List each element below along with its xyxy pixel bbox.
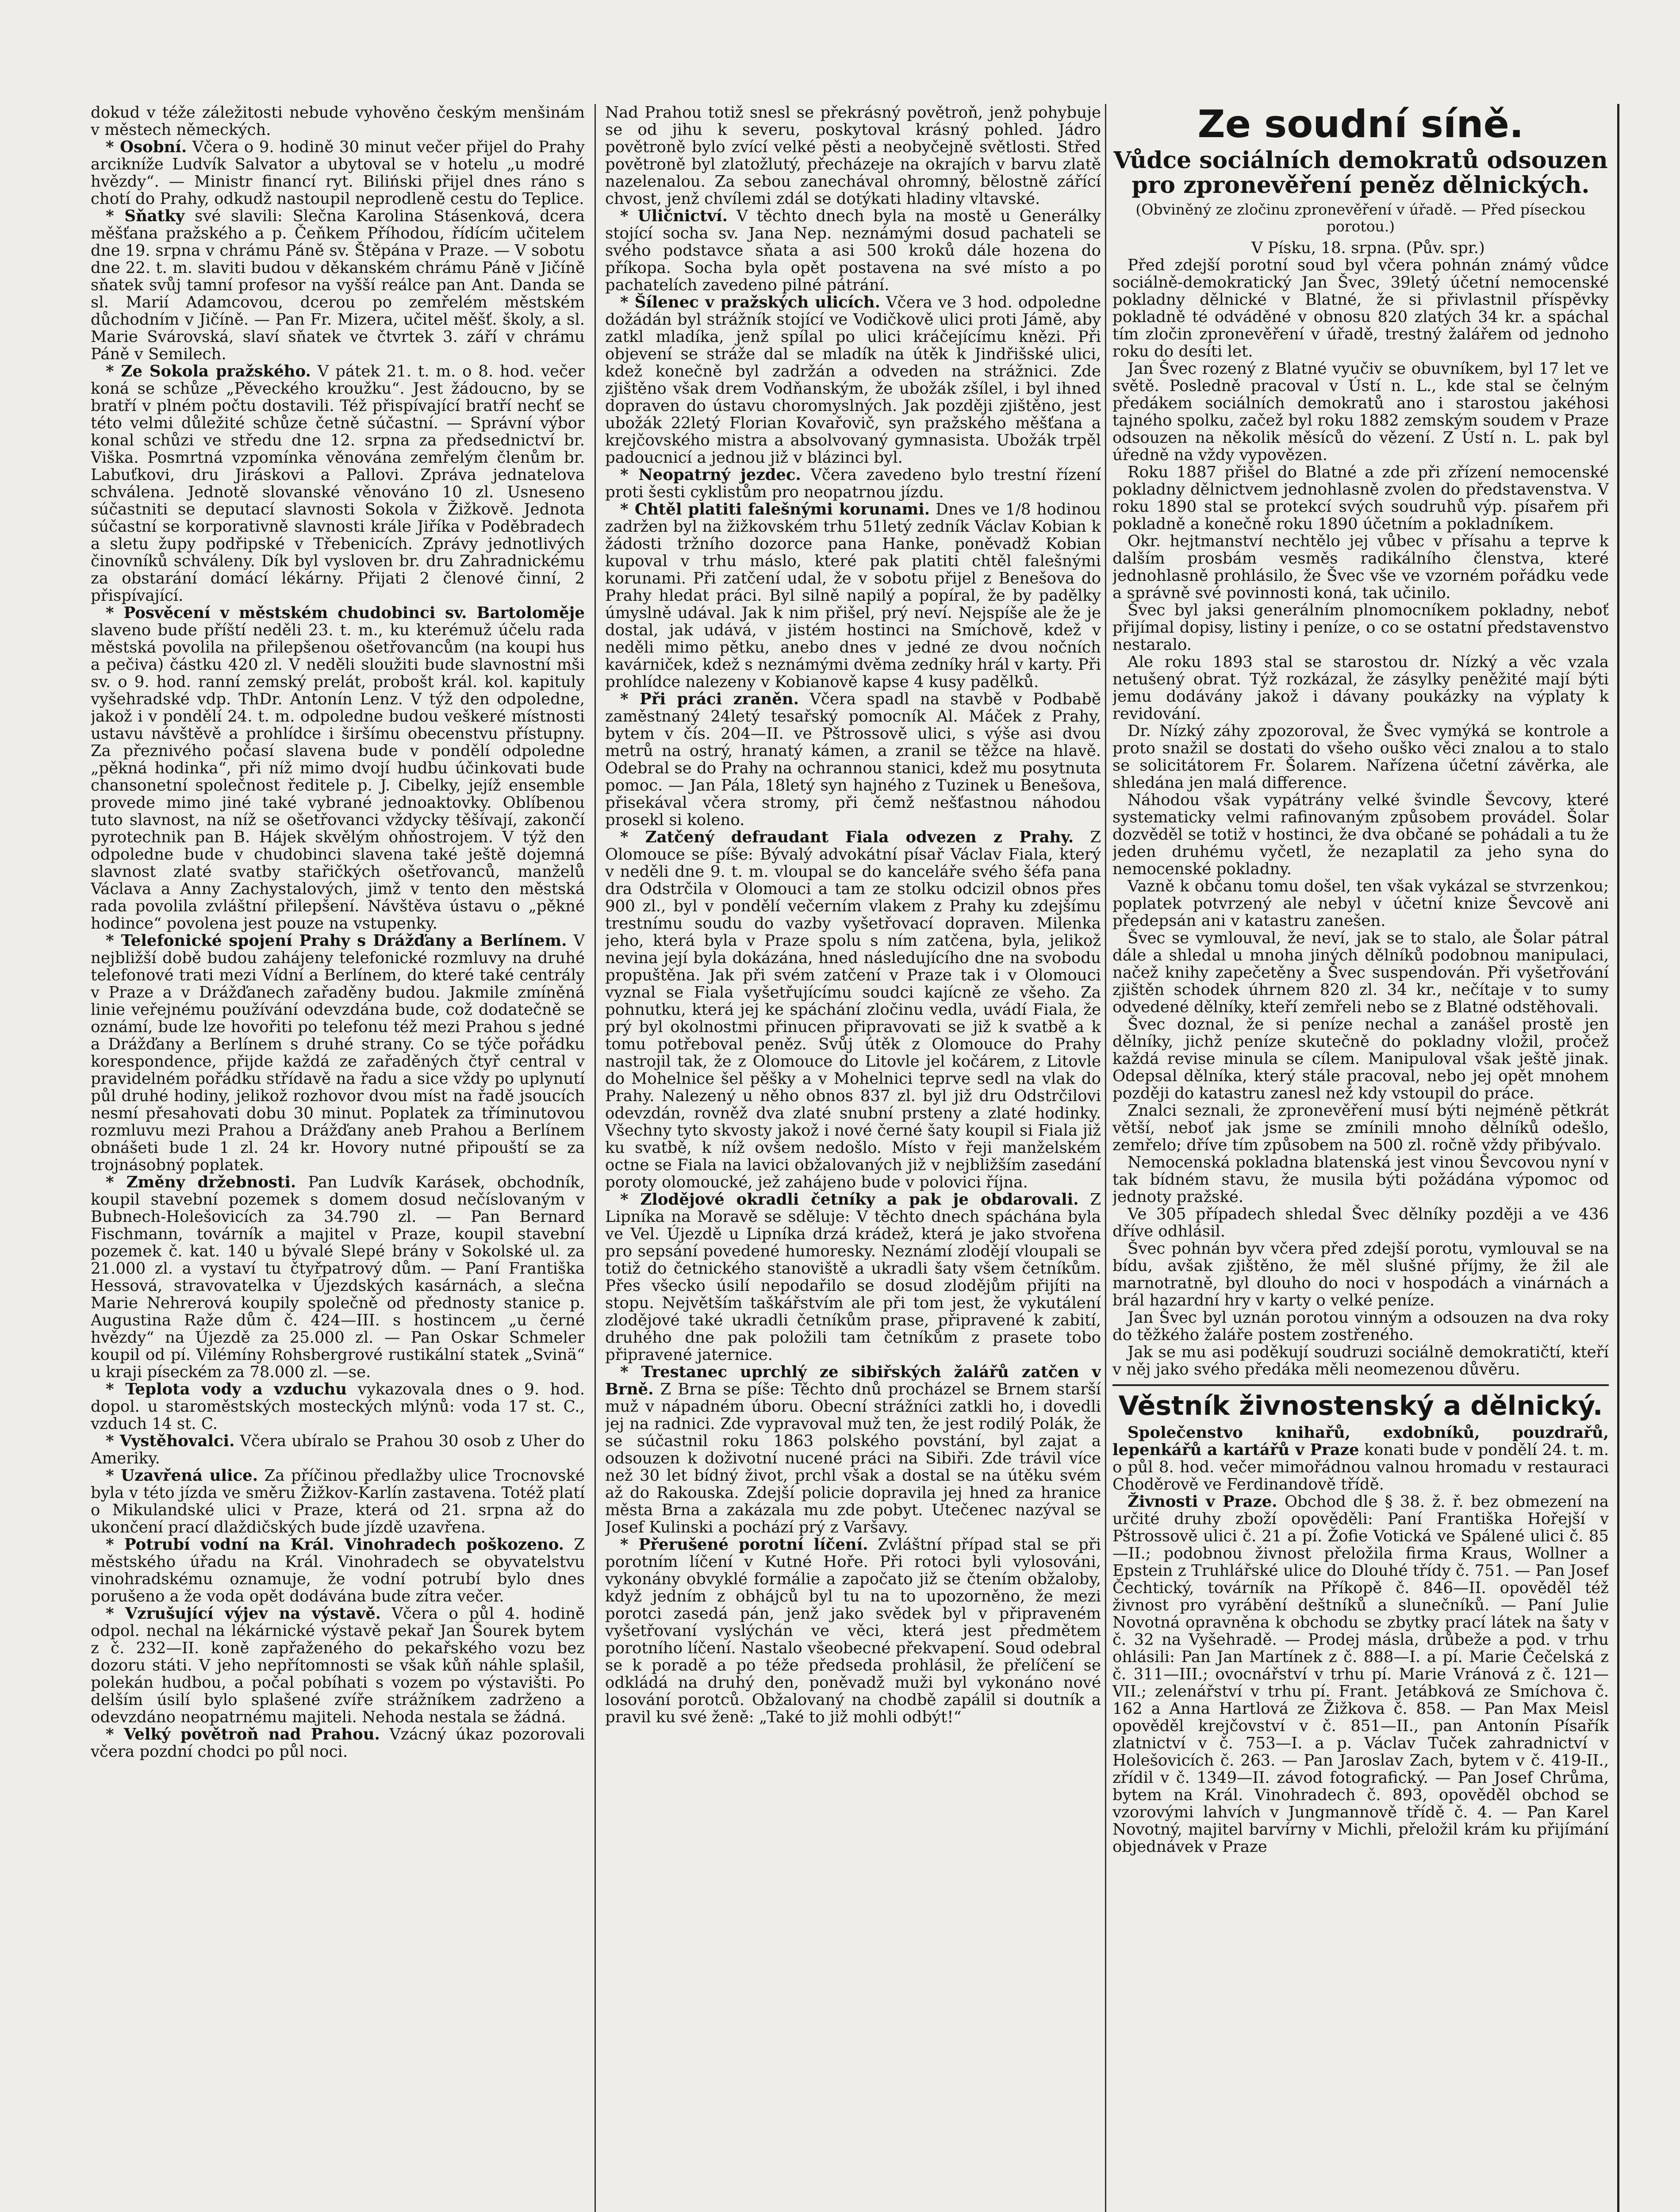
news-item-telephone [91, 932, 585, 1174]
item-text: své slavili: Slečna Karolina Stásenková, dcera měšťana pražského a p. Čeňkem Příhodou, řídícím učitelem dne 19. srpna v chrámu Páně sv. Štěpána v Praze. — V sobotu dne 22. t. m. slaviti budou v děkanském chrámu Páně v Jičíně sňatek svůj tamní profesor na vyšší reálce pan Ant. Danda se sl. Marií Adamcovou, dcerou po zemřelém městském důchodním v Jičíně. — Pan Fr. Mizera, učitel měšť. školy, a sl. Marie Svárovská, slaví sňatek ve čtvrtek 3. září v chrámu Páně v Semilech. [91, 207, 585, 363]
column-left [91, 104, 585, 2212]
item-text: slaveno bude příští neděli 23. t. m., ku kterémuž účelu rada městská povolila na přilepšenou ošetřovancům (na koupi hus a pečiva) částku 420 zl. V neděli sloužiti bude slavnostní mši sv. o 9. hod. ranní zemský prelát, probošt král. kol. kapituly vyšehradské vdp. ThDr. Antonín Lenz. V týž den odpoledne, jakož i v pondělí 24. t. m. odpoledne budou veškeré místnosti ustavu návštěvě a prohlídce i širšímu obecenstvu přístupny. Za přeznivého počasí slavena bude v pondělí odpoledne „pěkná hodinka“, při níž mimo dvojí hudbu účinkovati bude chansonetní společnost ředitele p. J. Cibelky, jejíž ensemble provede mimo jiné také vybrané jednoaktovky. Oblíbenou tuto slavnost, na níž se ošetřovanci vždycky těšívají, zakončí pyrotechnik pan B. Hájek skvělým ohňostrojem. V týž den odpoledne bude v chudobinci slavena také ještě dojemná slavnost zlaté svatby stařičkých ošetřovanců, manželů Václava a Anny Zachystalových, jimž v tento den městská rada povolila zvláštní přilepšení. Návštěva ústavu o „pěkné hodince“ povolena jest pouze na vstupenky. [91, 621, 585, 933]
paragraph: Vazně k občanu tomu došel, ten však vykázal se stvrzenkou; poplatek potvrzený ale nebyl v účetní knize Ševcově ani předepsán ani v katastru zanešen. [1112, 877, 1609, 930]
news-item-trades [1112, 1493, 1609, 1855]
news-item-rider [605, 466, 1101, 501]
column-rule [595, 104, 596, 2212]
paragraph: Jak se mu asi poděkují soudruzi sociálně demokratičtí, kteří v něj jako svého předáka měli neomezenou důvěru. [1112, 1343, 1609, 1379]
paragraph: Náhodou však vypátrány velké švindle Ševcovy, které systematicky velmi rafinovaným způsobem provádel. Šolar dozvěděl se totiž v hostinci, že dva občané se pohádali a tu že jeden druhému vyčetl, že nezaplatil za jeho syna do nemocenské pokladny. [1112, 791, 1609, 878]
paragraph: Švec doznal, že si peníze nechal a zanášel prostě jen dělníky, jichž peníze skutečně do pokladny vložil, pročež každá revise minula se cílem. Manipuloval však ještě jinak. Odepsal dělníka, který stále pracoval, nebo jej opět mnohem později do katastru zanesl než kdy vstoupil do práce. [1112, 1015, 1609, 1102]
item-text: V pátek 21. t. m. o 8. hod. večer koná se schůze „Pěveckého kroužku“. Jest žádoucno, by se bratří v plném počtu dostavili. Též přispívající bratří nechť se této velmi důležité schůze četně súčastní. — Správní výbor konal schůzi ve středu dne 12. srpna za předsednictví br. Viška. Posmrtná vzpomínka věnována zemřelým členům br. Labuťkovi, dru Jiráskovi a Pallovi. Zpráva jednatelova schválena. Jednotě slovanské věnováno 10 zl. Usneseno súčastniti se deputací slavnosti Sokola v Žižkově. Jednota súčastní se korporativně slavnosti krále Jiříka v Poděbradech a sletu župy podřipské v Třebenicích. Zprávy jednotlivých činovníků schváleny. Dík byl vysloven br. dru Zahradnickému za obstarání domácí lékárny. Přijati 2 členové činní, 2 přispívající. [91, 362, 585, 605]
section-title-trade: Věstník živnostenský a dělnický. [1112, 1384, 1609, 1421]
item-text: Včera zavedeno bylo trestní řízení proti šesti cyklistům pro neopatrnou jízdu. [605, 466, 1101, 501]
item-text: Vzácný úkaz pozorovali včera pozdní chodci po půl noci. [91, 1725, 585, 1761]
news-item-vandalism [605, 207, 1101, 294]
news-item-water-pipe [91, 1536, 585, 1605]
item-text: Včera o 9. hodině 30 minut večer přijel do Prahy arcikníže Ludvík Salvator a ubytoval se v hotelu „u modré hvězdy“. — Ministr financí ryt. Biliński přijel dnes ráno s chotí do Prahy, odkudž nastoupil neprodleně cestu do Teplice. [91, 138, 585, 208]
item-heading: * Potrubí vodní na Král. Vinohradech poškozeno. [106, 1536, 564, 1554]
news-item-emigrants [91, 1432, 585, 1467]
item-text: Dnes ve 1/8 hodinou zadržen byl na žižkovském trhu 51letý zedník Václav Kobian k žádosti tržního dozorce pana Hanke, poněvadž Kobian kupoval v trhu máslo, které pak platiti chtěl falešnými korunami. Při zatčení udal, že v sobotu přijel z Benešova do Prahy hledat práci. Byl silně napilý a popíral, že by padělky úmyslně udával. Jak k nim přišel, prý neví. Nejspíše ale že je dostal, jak udává, v jistém hostinci na Smíchově, kdež v neděli mimo pětku, anebo dnes v jedné ze dvou nočních kavárniček, kdež s neznámými dvěma zedníky hrál v karty. Při prohlídce nalezeny v Kobianově kapse 4 kusy padělků. [605, 500, 1101, 691]
paragraph: Ale roku 1893 stal se starostou dr. Nízký a věc vzala netušený obrat. Týž rozkázal, že zásylky peněžité mají býti jemu dodávány jakož i dávany poukázky na výplaty k revidování. [1112, 653, 1609, 723]
item-text: Z Lipníka na Moravě se sděluje: V těchto dnech spáchána byla ve Vel. Újezdě u Lipníka drzá krádež, která je jako stvořena pro sepsání povedené humoresky. Neznámí zlodějí vloupali se totiž do četnického stanoviště a ukradli šaty všem četníkům. Přes všecko úsilí nepodařilo se dosud zlodějům přijíti na stopu. Největším taškářstvím ale při tom jest, že vykutálení zlodějové také ukradli četníkům prase, připravené k zabití, druhého dne pak položili tam četníkům z prasete tobo připravené jaternice. [605, 1190, 1101, 1364]
item-heading: * Velký povětroň nad Prahou. [106, 1725, 380, 1743]
paragraph: Roku 1887 přišel do Blatné a zde při zřízení nemocenské pokladny dělnictvem jednohlasně zvolen do představenstva. V roku 1890 stal se protekcí svých soudruhů výp. písařem při pokladně a konečně roku 1890 účetním a pokladníkem. [1112, 463, 1609, 533]
item-heading: Společenstvo knihařů, exdobníků, pouzdrařů, lepenkářů a kartářů v Praze [1112, 1424, 1609, 1459]
item-text: vykazovala dnes o 9. hod. dopol. u staroměstských mosteckých mlýnů: voda 17 st. C., vzduch 14 st. C. [91, 1380, 585, 1433]
item-heading: * Změny držebnosti. [106, 1173, 296, 1191]
item-heading: * Vystěhovalci. [106, 1432, 235, 1450]
item-heading: * Zatčený defraudant Fiala odvezen z Prahy. [620, 828, 1074, 846]
paragraph: Švec byl jaksi generálním plnomocníkem pokladny, neboť přijímal dopisy, listiny i peníze, o co se ostatní představenstvo nestaralo. [1112, 601, 1609, 654]
paragraph: Nad Prahou totiž snesl se překrásný povětroň, jenž pohybuje se od jihu k severu, poskytoval krásný pohled. Jádro povětroně bylo zvící velké pěsti a neobyčejně světlosti. Střed povětroně byl zlatožlutý, přecházeje na okrajích v barvu zlatě nazelenalou. Za sebou zanechával ohromný, bělostně zářící chvost, jenž chvílemi zdál se dotýkati hladiny vltavské. [605, 104, 1101, 208]
item-text: Včera ve 3 hod. odpoledne dožádán byl strážník stojící ve Vodičkově ulici proti Jámě, aby zatkl mladíka, jenž spílal po ulici kráčejícímu knězi. Při objevení se stráže dal se mladík na útěk k Jindřišské ulici, kdež konečně byl zadržán a odveden na strážnici. Zde zjištěno však drem Vodňanským, že ubožák zšílel, i byl ihned dopraven do ústavu choromyslných. Jak později zjištěno, jest ubožák 22letý Florian Kovařovič, syn pražského měšťana a krejčovského mistra a absolvovaný gymnasista. Ubožák trpěl padoucnicí a jednou již v blázinci byl. [605, 293, 1101, 467]
news-item-property [91, 1174, 585, 1381]
article-dateline: V Písku, 18. srpna. (Pův. spr.) [1251, 239, 1485, 257]
item-text: konati bude v pondělí 24. t. m. o půl 8. hod. večer mimořádnou valnou hromadu v restauraci Choděrově ve Ferdinandově třídě. [1112, 1441, 1609, 1494]
news-item-embezzler [605, 829, 1101, 1191]
paragraph [1112, 1424, 1609, 1493]
item-heading: * Zlodějové okradli četníky a pak je obdarovali. [620, 1190, 1079, 1209]
item-heading: * Posvěcení v městském chudobinci sv. Bartoloměje [106, 604, 585, 622]
item-heading: * Sňatky [106, 207, 185, 225]
news-item-counterfeit [605, 501, 1101, 691]
item-text: Včera ubíralo se Prahou 30 osob z Uher do Ameriky. [91, 1432, 585, 1467]
item-heading: * Šílenec v pražských ulicích. [620, 293, 880, 311]
item-text: Obchod dle § 38. ž. ř. bez obmezení na určité druhy zboží opověděli: Paní Františka Hořejší v Pštrossově ulici č. 21 a pí. Žofie Votická ve Spálené ulici č. 85—II.; podobnou živnost přeložila firma Kraus, Wollner a Epstein z Truhlářské ulice do Dlouhé třídy č. 751. — Pan Josef Čechtický, továrník na Příkopě č. 846—II. opověděl též živnost pro vyrábění deštníků a slunečníků. — Paní Julie Novotná opravněna k obchodu se zbytky prací látek na šaty v č. 32 na Vyšehradě. — Prodej másla, drůbeže a pod. v trhu ohlásili: Pan Jan Martínek z č. 888—I. a pí. Marie Čečelská z č. 311—III.; ovocnářství v trhu pí. Marie Vránová z č. 121—VII.; zelenářství v trhu pí. Frant. Jetábková ze Smíchova č. 162 a Anna Hartlová ze Žižkova č. 858. — Pan Max Meisl opověděl krejčovství v č. 851—II., pan Antonín Písařík zlatnictví v č. 753—I. a p. Václav Tuček zahradnictví v Holešovicích č. 263. — Pan Jaroslav Zach, bytem v č. 419-II., zřídil v č. 1349—II. závod fotografický. — Pan Josef Chrůma, bytem na Král. Vinohradech č. 893, opověděl obchod se vzorovými lahvích v Jungmannově třídě č. 4. — Pan Karel Novotný, majitel barvírny v Michli, přeložil krám ku přijímání objednávek v Praze [1112, 1493, 1609, 1856]
item-text: Za příčinou předlažby ulice Trocnovské byla v této jízda ve směru Žižkov-Karlín zastavena. Totéž platí o Mikulandské ulici v Praze, která od 21. srpna až do ukončení prací dlaždičských bude jízdě uzavřena. [91, 1467, 585, 1536]
paragraph: Jan Švec byl uznán porotou vinným a odsouzen na dva roky do těžkého žaláře postem zostřeného. [1112, 1309, 1609, 1344]
item-heading: * Uličnictví. [620, 207, 728, 225]
item-heading: * Teplota vody a vzduchu [106, 1380, 347, 1398]
item-text: Z Brna se píše: Těchto dnů procházel se Brnem starší muž v nápadném úboru. Obecní strážníci zatkli ho, i dovedli jej na radnici. Zde vypravoval muž ten, že jest rodilý Polák, že se súčastnil roku 1863 polského povstání, byl zajat a odsouzen k doživotní nucené práci na Sibiři. Zde trávil více než 30 let bídný život, prchl však a dostal se na útěku svém až do Rakouska. Zdejší policie dopravila jej hned za hranice města Brna a zakázala mu zde pobyt. Utečenec nazýval se Josef Kulinski a pochází prý z Varšavy. [605, 1380, 1101, 1536]
news-item-weddings [91, 207, 585, 363]
news-item-madman [605, 294, 1101, 466]
item-heading: * Neopatrný jezdec. [620, 466, 801, 484]
item-text: Z Olomouce se píše: Bývalý advokátní písař Václav Fiala, který v neděli dne 9. t. m. vloupal se do kanceláře svého šéfa pana dra Odstrčila v Olomouci a tam ze stolku odcizil obnos přes 900 zl., byl v pondělí večerním vlakem z Prahy ku zdejšímu trestnímu soudu do vazby vyšetřovací dopraven. Milenka jeho, která byla v Praze spolu s ním zatčena, byla, jelikož nevina její byla dokázána, hned následujícího dne na svobodu propuštěna. Jak při svém zatčení v Praze tak i v Olomouci vyznal se Fiala vyšetřujícímu soudci kajícně ze všeho. Za pohnutku, která jej ke spáchání zločinu vedla, uvádí Fiala, že prý byl okolnostmi přinucen připravovati se již k svatbě a k tomu potřeboval peněz. Svůj útěk z Olomouce do Prahy nastrojil tak, že z Olomouce do Litovle jel kočárem, z Litovle do Mohelnice šel pěšky a v Mohelnici teprve sedl na vlak do Prahy. Nalezený u něho obnos 837 zl. byl již dru Odstrčilovi odevzdán, rovněž dva zlaté snubní prsteny a zlaté hodinky. Všechny tyto skvosty jakož i nové černé šaty koupil si Fiala již ku svatbě, k níž ovšem nedošlo. Místo v řeji manželském octne se Fiala na lavici obžalovaných již v nejbližším zasedání poroty olomoucké, jež zahájeno bude v polovici října. [605, 828, 1101, 1191]
item-heading: * Trestanec uprchlý ze sibiřských žalářů zatčen v Brně. [605, 1363, 1101, 1398]
paragraph: Švec se vymlouval, že neví, jak se to stalo, ale Šolar pátral dále a shledal u mnoha jiných dělníků podobnou manipulaci, načež knihy zapečetěny a Švec suspendován. Při vyšetřování zjištěn schodek úhrnem 820 zl. 34 kr., nečítaje v to sumy odvedené dělníky, kteří zemřeli nebo se z Blatné odstěhovali. [1112, 929, 1609, 1016]
item-heading: Živnosti v Praze. [1128, 1493, 1277, 1511]
column-middle [605, 104, 1101, 2212]
news-item-closed-street [91, 1467, 585, 1536]
article-subheadline: (Obviněný ze zločinu zpronevěření v úřadě. — Před píseckou porotou.) [1135, 201, 1586, 235]
paragraph: Jan Švec rozený z Blatné vyučiv se obuvníkem, byl 17 let ve světě. Posledně pracoval v Ústí n. L., kde stal se čelným předákem sociálních demokratů ano i starostou jakéhosi tajného spolku, začež byl roku 1882 zemským soudem v Praze odsouzen na několik měsíců do vězení. Z Ústí n. L. pak byl úředně na vždy vypovězen. [1112, 360, 1609, 464]
item-text: V nejbližší době budou zahájeny telefonické rozmluvy na druhé telefonové trati mezi Vídní a Berlínem, do které také centrály v Praze a v Drážďanech zařaděny budou. Jakmile zmíněná linie veřejnému používání odevzdána bude, což dodatečně se oznámí, bude lze hovořiti po telefonu též mezi Prahou s jedné a Drážďany a Berlínem s druhé strany. Co se týče pořádku korespondence, přijde každá ze zařaděných čtyř central v pravidelném pořádku střídavě na řadu a sice vždy po uplynutí půl druhé hodiny, jelikož rozhovor dvou míst na řadě jsoucích nesmí přesahovati dobu 30 minut. Poplatek za tříminutovou rozmluvu mezi Prahou a Drážďany aneb Prahou a Berlínem obnášeti bude 1 zl. 24 kr. Hovory nutné připouští se za trojnásobný poplatek. [91, 932, 585, 1174]
section-title-court: Ze soudní síně. [1197, 104, 1524, 146]
news-item-convict [605, 1363, 1101, 1536]
paragraph: Nemocenská pokladna blatenská jest vinou Ševcovou nyní v tak bídném stavu, že musila býti požádána výpomoc od jednoty pražské. [1112, 1153, 1609, 1206]
paragraph: Znalci seznali, že zpronevěření musí býti nejméně pětkrát větší, neboť jak jsme se zmínili mnoho dělníků odešlo, zemřelo; dříve tím způsobem na 500 zl. ročně vždy přibývalo. [1112, 1102, 1609, 1154]
item-heading: * Vzrušující výjev na výstavě. [106, 1605, 381, 1623]
item-heading: * Uzavřená ulice. [106, 1467, 258, 1485]
news-item-meteor [91, 1726, 585, 1760]
paragraph: Ve 305 případech shledal Švec dělníky později a ve 436 dříve odhlásil. [1112, 1205, 1609, 1240]
paragraph: Okr. hejtmanství nechtělo jej vůbec v přísahu a teprve k dalším prosbám vesměs radikálního členstva, které jednohlasně prohlásilo, že Švec vše ve vzorném pořádku vede a správně své povinnosti koná, tak učinilo. [1112, 532, 1609, 602]
item-heading: * Ze Sokola pražského. [106, 362, 311, 380]
page-edge-rule [1617, 104, 1619, 2212]
column-right [1112, 104, 1609, 2212]
news-item-injury [605, 691, 1101, 829]
paragraph: Dr. Nízký záhy zpozoroval, že Švec vymýká se kontrole a proto snažil se dostati do všeho ouško věci znalou a to stalo se solicitátorem Fr. Šolarem. Nařízena účetní závěrka, ale shledána jen malá difference. [1112, 722, 1609, 792]
article-headline: Vůdce sociálních demokratů odsouzen pro zpronevěření peněz dělnických. [1113, 147, 1608, 199]
item-heading: * Přerušené porotní líčení. [620, 1536, 868, 1554]
item-text: Z městského úřadu na Král. Vinohradech se obyvatelstvu vinohradskému oznamuje, že vodní potrubí bylo dnes porušeno a že voda opět dodávána bude zítra večer. [91, 1536, 585, 1605]
item-text: Včera o půl 4. hodině odpol. nechal na lékárnické výstavě pekař Jan Šourek bytem z č. 232—II. koně zapřaženého do pekařského vozu bez dozoru státi. V jeho nepřítomnosti se však kůň náhle splašil, polekán hudbou, a počal pobíhati s vozem po výstavišti. Po delším úsilí bylo splašené zvíře strážníkem zadrženo a odevzdáno neopatrnému majiteli. Nehoda nestala se žádná. [91, 1605, 585, 1726]
item-text: Pan Ludvík Karásek, obchodník, koupil stavební pozemek s domem dosud nečíslovaným v Bubnech-Holešovicích za 34.790 zl. — Pan Bernard Fischmann, továrník a majitel v Praze, koupil stavební pozemek č. kat. 140 u bývalé Slepé brány v Sokolské ul. za 21.000 zl. a vystaví tu čtyřpatrový dům. — Paní Františka Hessová, stravovatelka v Újezdských kasárnách, a slečna Marie Nehrerová koupily společně od přednosty stanice p. Augustina Raže dům č. 424—III. s hostincem „u černé hvězdy“ na Újezdě za 25.000 zl. — Pan Oskar Schmeler koupil od pí. Vilémíny Rohsbergrové rustikální statek „Svinä“ u kraji píseckém za 78.000 zl. —se. [91, 1173, 585, 1381]
column-rule [1105, 104, 1106, 2212]
news-item-exhibition [91, 1605, 585, 1726]
item-heading: * Při práci zraněn. [620, 690, 799, 708]
news-item-sokol [91, 363, 585, 604]
news-item-personal [91, 138, 585, 207]
news-item-trial [605, 1536, 1101, 1726]
news-item-consecration [91, 604, 585, 932]
item-heading: * Telefonické spojení Prahy s Drážďany a Berlínem. [106, 932, 567, 950]
paragraph: Švec pohnán byv včera před zdejší porotu, vymlouval se na bídu, avšak zjištěno, že měl slušné příjmy, že žil ale marnotratně, byl dlouho do noci v hospodách a vinárnách a brál hazardní hry v karty o velké peníze. [1112, 1240, 1609, 1310]
item-heading: * Chtěl platiti falešnými korunami. [620, 500, 930, 518]
item-heading: * Osobní. [106, 138, 187, 156]
news-item-thieves [605, 1191, 1101, 1363]
paragraph: dokud v téže záležitosti nebude vyhověno českým menšinám v městech německých. [91, 104, 585, 139]
news-item-temperature [91, 1381, 585, 1432]
item-text: Včera spadl na stavbě v Podbabě zaměstnaný 24letý tesařský pomocník Al. Máček z Prahy, bytem v čís. 204—II. ve Pštrossově ulici, s výše asi dvou metrů na ostrý, hranatý kámen, a zranil se těžce na hlavě. Odebral se do Prahy na ochrannou stanici, kdež mu posytnuta pomoc. — Jan Pála, 18letý syn hajného z Tuzinek u Benešova, přisekával včera stromy, při čemž nešťastnou náhodou prosekl si koleno. [605, 690, 1101, 829]
item-text: Zvláštní případ stal se při porotním líčení v Kutné Hoře. Při rotoci byli vylosováni, vykonány obvyklé formálie a započato již se čtením obžaloby, když jedním z obhájců byl tu na to upozorněno, že mezi porotci zasedá pán, jenž jako svědek byl v připraveném vyšetřovaní vyslýchán ve věci, která jest předmětem porotního líčení. Nastalo všeobecné překvapení. Soud odebral se k poradě a po téže předseda prohlásil, že přelíčení se odkládá na druhý den, poněvadž muži byl vykonáno nové losování porotců. Obžalovaný na chodbě zapálil si doutník a pravil ku své ženě: „Také to již mohli odbýt!“ [605, 1536, 1101, 1726]
paragraph: Před zdejší porotní soud byl včera pohnán známý vůdce sociálně-demokratický Jan Švec, 39letý účetní nemocenské pokladny dělnické v Blatné, že si přivlastnil příspěvky pokladně té odváděné v obnosu 820 zlatých 34 kr. a spáchal tím zločin zpronevěření v úřadě, trestný žalářem od jednoho roku do desíti let. [1112, 256, 1609, 361]
item-text: V těchto dnech byla na mostě u Generálky stojící socha sv. Jana Nep. neznámými dosud pachateli se svého podstavce sňata a asi 500 kroků dále hozena do příkopa. Socha byla opět postavena na své místo a po pachatelích zavedeno pilné pátrání. [605, 207, 1101, 294]
